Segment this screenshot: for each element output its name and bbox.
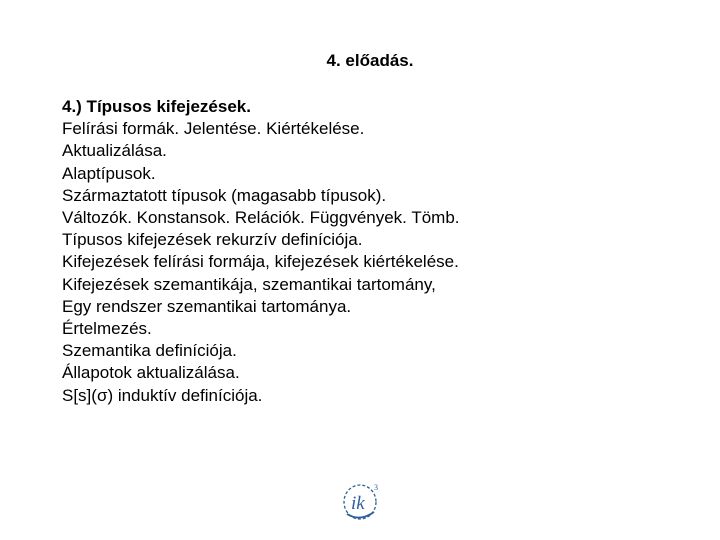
content-line: Értelmezés. <box>62 319 152 339</box>
content-line: Alaptípusok. <box>62 163 156 183</box>
content-line: Állapotok aktualizálása. <box>62 363 240 383</box>
content-line: Egy rendszer szemantikai tartománya. <box>62 296 352 316</box>
slide-heading: 4.) Típusos kifejezések. <box>62 97 251 116</box>
content-line: Aktualizálása. <box>62 141 167 161</box>
content-line: Változók. Konstansok. Relációk. Függvények. Tömb. <box>62 208 460 228</box>
content-line: Típusos kifejezések rekurzív definíciója. <box>62 230 363 250</box>
slide-title: 4. előadás. <box>326 51 414 70</box>
logo-superscript: 3 <box>374 483 378 492</box>
content-line: Kifejezések felírási formája, kifejezések kiértékelése. <box>62 252 459 272</box>
content-line: Felírási formák. Jelentése. Kiértékelése. <box>62 119 365 139</box>
ik-logo-icon <box>338 478 384 524</box>
content-line: Kifejezések szemantikája, szemantikai tartomány, <box>62 274 436 294</box>
slide-content <box>62 96 702 407</box>
logo-text: ik <box>351 493 365 514</box>
content-line: Származtatott típusok (magasabb típusok). <box>62 185 387 205</box>
content-line: Szemantika definíciója. <box>62 341 237 361</box>
content-line: S[s](σ) induktív definíciója. <box>62 385 263 405</box>
